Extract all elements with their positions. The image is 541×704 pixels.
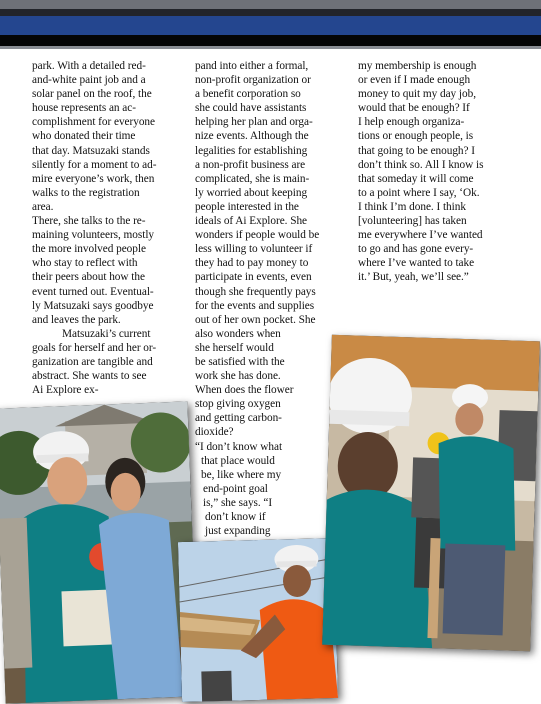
- header-stripe-light: [0, 46, 541, 49]
- text-line: would that be enough? If: [358, 102, 470, 115]
- text-line: wonders if people would be: [195, 229, 320, 242]
- text-line: park. With a detailed red-: [32, 60, 146, 72]
- text-line: event turned out. Eventual-: [32, 285, 154, 298]
- text-line: legalities for establishing: [195, 144, 308, 157]
- header-stripe-grey: [0, 0, 541, 9]
- text-line: When does the flower: [195, 384, 294, 397]
- text-line: the more involved people: [32, 243, 146, 256]
- text-line: “I don’t know what: [195, 440, 283, 453]
- text-line: mire everyone’s work, then: [32, 172, 155, 185]
- text-line: non-profit organization or: [195, 74, 311, 87]
- text-line: money to quit my day job,: [358, 88, 476, 101]
- text-line: Ai Explore ex-: [32, 384, 99, 397]
- article-column-1: [32, 59, 192, 397]
- text-line: she herself would: [195, 341, 274, 354]
- text-line: dioxide?: [195, 426, 234, 439]
- text-line: goals for herself and her or-: [32, 341, 157, 354]
- text-line: There, she talks to the re-: [32, 215, 146, 228]
- text-line: work she has done.: [195, 370, 281, 383]
- text-line: it.’ But, yeah, we’ll see.”: [358, 271, 469, 284]
- header-stripe-dark: [0, 9, 541, 16]
- text-line: me everywhere I’ve wanted: [358, 229, 483, 242]
- text-line: to a point where I say, ‘Ok.: [358, 186, 480, 199]
- text-line: a benefit corporation so: [195, 88, 301, 101]
- text-line: abstract. She wants to see: [32, 370, 147, 383]
- text-line: house represents an ac-: [32, 102, 136, 115]
- text-line: or even if I made enough: [358, 74, 471, 87]
- header-stripe-black: [0, 35, 541, 46]
- text-line: complishment for everyone: [32, 116, 155, 129]
- text-line: my membership is enough: [358, 60, 477, 72]
- text-line: Matsuzaki’s current: [62, 327, 151, 340]
- text-line: is,” she says. “I: [203, 496, 273, 509]
- text-line: tions or enough people, is: [358, 130, 474, 143]
- text-line: that going to be enough? I: [358, 144, 475, 157]
- text-line: a non-profit business are: [195, 158, 306, 171]
- text-line: end-point goal: [203, 482, 268, 495]
- text-line: participate in events, even: [195, 271, 312, 284]
- text-line: for the events and supplies: [195, 299, 315, 312]
- text-line: people interested in the: [195, 200, 299, 213]
- photo-volunteers-women: [0, 401, 199, 703]
- text-line: nize events. Although the: [195, 130, 309, 143]
- text-line: who donated their time: [32, 130, 136, 143]
- text-line: their peers about how the: [32, 271, 145, 284]
- photo-worker-orange-shirt: [178, 538, 338, 702]
- text-line: where I’ve wanted to take: [358, 257, 475, 270]
- text-line: out of her own pocket. She: [195, 313, 316, 326]
- header-stripe-blue: [0, 16, 541, 35]
- text-line: who stay to reflect with: [32, 257, 138, 270]
- text-line: she could have assistants: [195, 102, 307, 115]
- text-line: just expanding: [205, 525, 271, 538]
- text-line: I help enough organiza-: [358, 116, 465, 129]
- text-line: [volunteering] has taken: [358, 215, 467, 228]
- text-line: don’t know if: [205, 511, 266, 523]
- text-line: solar panel on the roof, the: [32, 88, 152, 101]
- photo-workers-saw: [322, 335, 540, 651]
- text-line: maining volunteers, mostly: [32, 229, 155, 242]
- text-line: be, like where my: [201, 468, 282, 481]
- text-line: ly Matsuzaki says goodbye: [32, 299, 154, 312]
- text-line: silently for a moment to ad-: [32, 158, 157, 171]
- text-line: don’t think so. All I know is: [358, 158, 484, 171]
- text-line: area.: [32, 200, 54, 213]
- article-column-3: [358, 59, 528, 285]
- text-line: stop giving oxygen: [195, 398, 281, 411]
- text-line: ideals of Ai Explore. She: [195, 215, 308, 228]
- text-line: and leaves the park.: [32, 313, 121, 326]
- text-line: be satisfied with the: [195, 355, 285, 368]
- text-line: less willing to volunteer if: [195, 243, 313, 256]
- text-line: helping her plan and orga-: [195, 116, 313, 129]
- text-line: they had to pay money to: [195, 257, 309, 270]
- text-line: also wonders when: [195, 327, 281, 340]
- text-line: that day. Matsuzaki stands: [32, 144, 150, 157]
- text-line: and getting carbon-: [195, 412, 282, 425]
- text-line: pand into either a formal,: [195, 60, 309, 72]
- text-line: ganization are tangible and: [32, 355, 153, 368]
- text-line: I think I’m done. I think: [358, 200, 466, 213]
- text-line: that someday it will come: [358, 172, 474, 185]
- text-line: complicated, she is main-: [195, 172, 310, 185]
- text-line: ly worried about keeping: [195, 186, 308, 199]
- text-line: walks to the registration: [32, 186, 140, 199]
- text-line: though she frequently pays: [195, 285, 316, 298]
- text-line: and-white paint job and a: [32, 74, 146, 87]
- text-line: that place would: [201, 454, 275, 467]
- text-line: to go and has gone every-: [358, 243, 474, 256]
